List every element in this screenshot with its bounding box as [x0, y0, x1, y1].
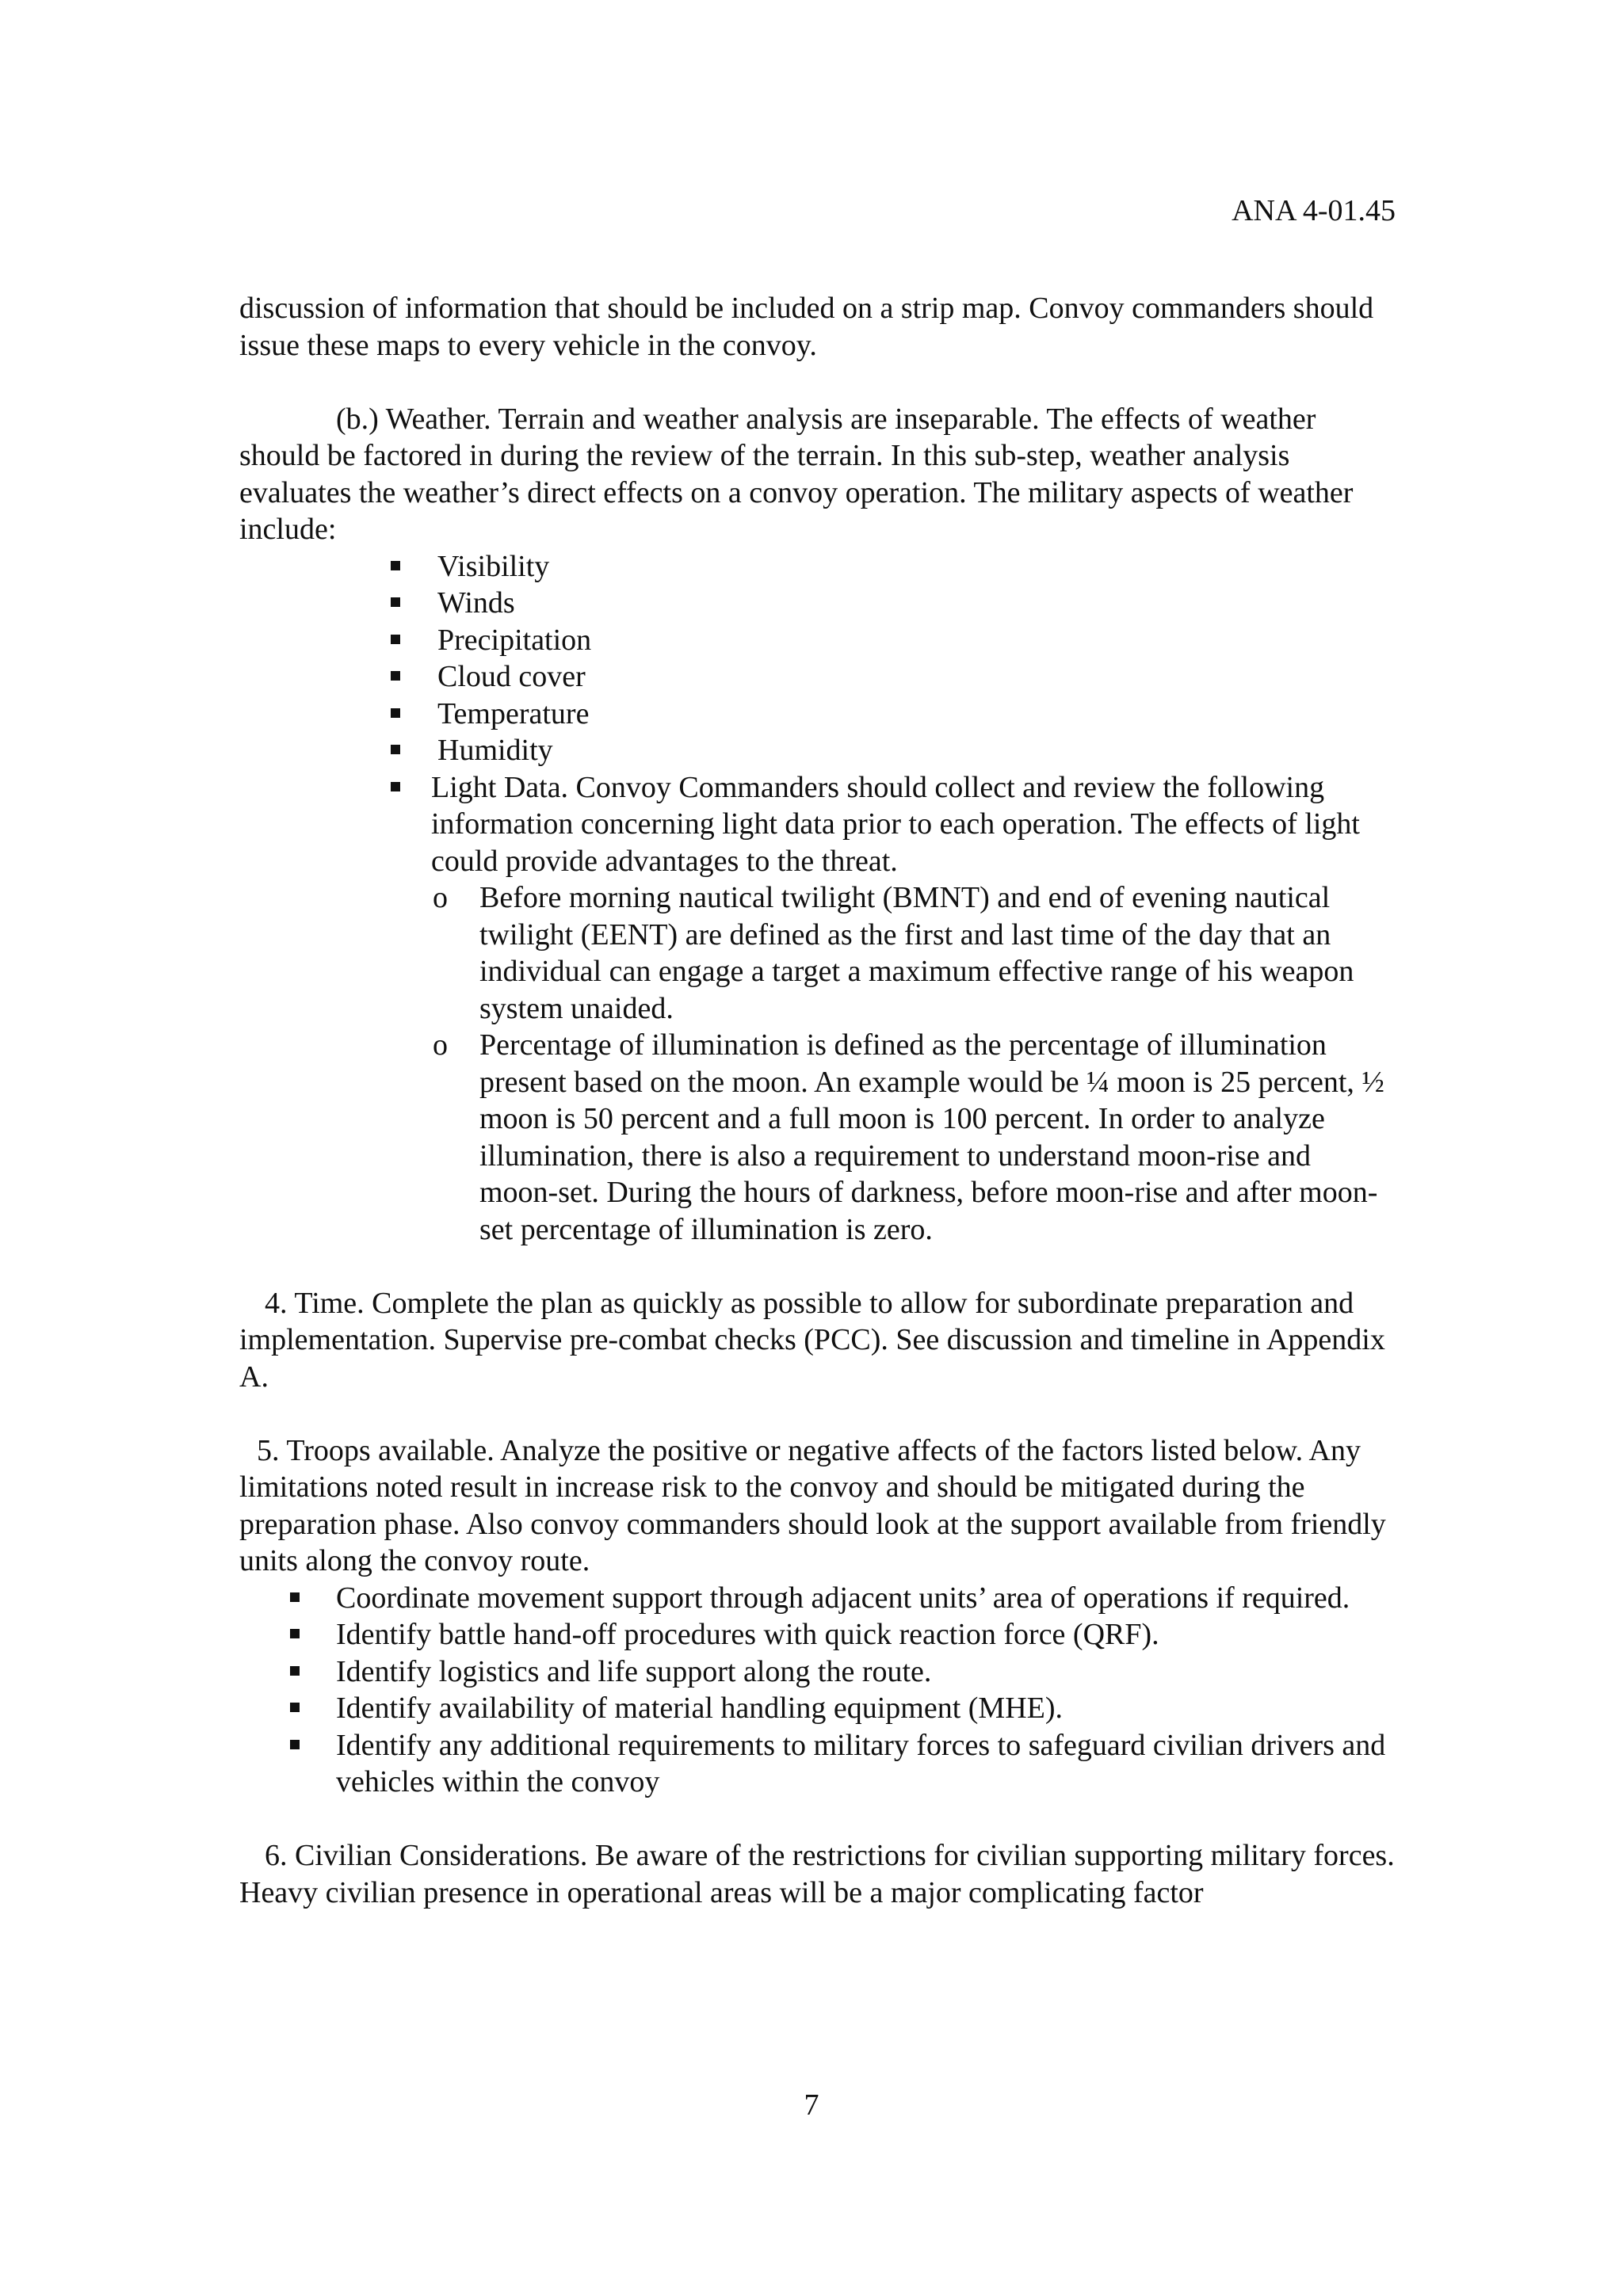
- square-bullet-icon: [391, 745, 400, 754]
- square-bullet-icon: [290, 1703, 300, 1712]
- document-id-header: ANA 4-01.45: [1232, 194, 1396, 227]
- square-bullet-icon: [391, 708, 400, 718]
- circle-bullet-icon: o: [433, 881, 448, 914]
- time-paragraph: 4. Time. Complete the plan as quickly as possible to allow for subordinate preparation and implementation. Supervise pre-combat checks (PCC). See discussion and timeline in Appendix A.: [239, 1286, 1385, 1394]
- sub-list-item: o Percentage of illumination is defined as the percentage of illumination present based on the moon. An example would be ¼ moon is 25 percent, ½ moon is 50 percent and a full moon is 100 percent. In order to analyze illumination, there is also a requirement to understand moon-rise and moon-set. During the hours of darkness, before moon-rise and after moon-set percentage of illumination is zero.: [433, 1028, 1384, 1246]
- list-item-light-data: [391, 769, 1396, 1249]
- square-bullet-icon: [391, 635, 400, 644]
- weather-paragraph: (b.) Weather. Terrain and weather analysis are inseparable. The effects of weather should be factored in during the review of the terrain. In this sub-step, weather analysis evaluates the weather’s direct effects on a convoy operation. The military aspects of weather include:: [239, 402, 1354, 546]
- list-item: Precipitation: [391, 622, 1396, 659]
- troops-list: [239, 1580, 1396, 1801]
- square-bullet-icon: [290, 1666, 300, 1676]
- page-number: 7: [804, 2088, 819, 2122]
- list-item: Coordinate movement support through adjacent units’ area of operations if required.: [290, 1580, 1396, 1617]
- list-item: Cloud cover: [391, 658, 1396, 696]
- list-item: Winds: [391, 585, 1396, 622]
- square-bullet-icon: [391, 561, 400, 570]
- square-bullet-icon: [290, 1629, 300, 1638]
- troops-paragraph: 5. Troops available. Analyze the positive or negative affects of the factors listed below. Any limitations noted result in increase risk to the convoy and should be mitigated during the preparation phase. Also convoy commanders should look at the support available from friendly units along the convoy route.: [239, 1433, 1386, 1577]
- page-body: [239, 290, 1396, 1911]
- continuation-paragraph: discussion of information that should be included on a strip map. Convoy commanders should issue these maps to every vehicle in the convoy.: [239, 292, 1374, 362]
- square-bullet-icon: [391, 597, 400, 607]
- circle-bullet-icon: o: [433, 1028, 448, 1062]
- sub-list-item: o Before morning nautical twilight (BMNT) and end of evening nautical twilight (EENT) are defined as the first and last time of the day that an individual can engage a target a maximum effective range of his weapon system unaided.: [433, 881, 1354, 1025]
- weather-aspects-list: [239, 548, 1396, 1249]
- light-data-sublist: [431, 879, 1396, 1248]
- square-bullet-icon: [290, 1592, 300, 1602]
- list-item: Visibility: [391, 548, 1396, 585]
- light-data-text: Light Data. Convoy Commanders should collect and review the following information concerning light data prior to each operation. The effects of light could provide advantages to the threat.: [431, 770, 1360, 878]
- list-item: Temperature: [391, 696, 1396, 733]
- list-item: Identify availability of material handling equipment (MHE).: [290, 1690, 1396, 1727]
- square-bullet-icon: [391, 671, 400, 681]
- civilian-paragraph: 6. Civilian Considerations. Be aware of the restrictions for civilian supporting military forces. Heavy civilian presence in operational areas will be a major complicating factor: [239, 1839, 1395, 1909]
- list-item: Humidity: [391, 732, 1396, 769]
- list-item: Identify any additional requirements to military forces to safeguard civilian drivers and vehicles within the convoy: [290, 1727, 1396, 1801]
- square-bullet-icon: [290, 1740, 300, 1749]
- list-item: Identify battle hand-off procedures with quick reaction force (QRF).: [290, 1616, 1396, 1653]
- list-item: Identify logistics and life support along the route.: [290, 1653, 1396, 1691]
- square-bullet-icon: [391, 782, 400, 791]
